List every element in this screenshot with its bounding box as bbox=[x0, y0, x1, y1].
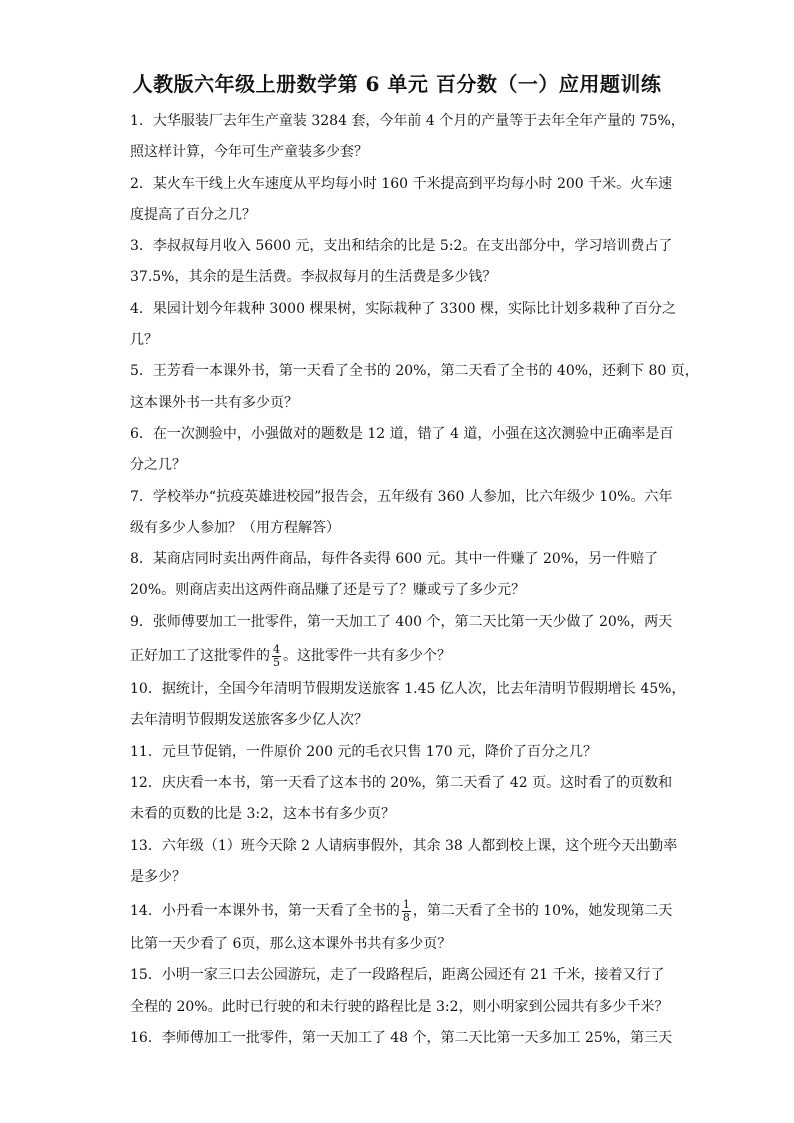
question-13 bbox=[130, 831, 678, 894]
question-line-with-fraction bbox=[130, 638, 666, 674]
question-line-with-fraction bbox=[130, 893, 673, 929]
question-line: 13．六年级（1）班今天除 2 人请病事假外，其余 38 人都到校上课，这个班今天出勤率 bbox=[130, 837, 678, 854]
fraction-text-before: 14．小丹看一本课外书，第一天看了全书的 bbox=[130, 903, 400, 920]
question-line: 1．大华服装厂去年生产童装 3284 套，今年前 4 个月的产量等于去年全年产量的 75%， bbox=[130, 113, 685, 129]
question-line: 10．据统计，全国今年清明节假期发送旅客 1.45 亿人次，比去年清明节假期增长 45%， bbox=[130, 681, 686, 698]
question-5 bbox=[130, 356, 699, 419]
question-line: 全程的 20%。此时已行驶的和未行驶的路程比是 3:2，则小明家到公园共有多少千米？ bbox=[130, 998, 669, 1015]
fraction bbox=[402, 899, 411, 924]
fraction-text-after: ，第二天看了全书的 10%，她发现第二天 bbox=[412, 903, 673, 920]
question-11 bbox=[130, 737, 666, 768]
question-line: 9．张师傅要加工一批零件，第一天加工了 400 个，第二天比第一天少做了 20%，两天 bbox=[130, 613, 673, 630]
question-line: 未看的页数的比是 3:2，这本书有多少页？ bbox=[130, 806, 395, 823]
question-8 bbox=[130, 544, 666, 607]
question-7 bbox=[130, 482, 673, 545]
question-15 bbox=[130, 960, 669, 1023]
question-1 bbox=[130, 106, 685, 169]
question-line: 比第一天少看了 6页，那么这本课外书共有多少页？ bbox=[130, 936, 452, 953]
question-16 bbox=[130, 1023, 673, 1054]
question-line: 20%。则商店卖出这两件商品赚了还是亏了？赚或亏了多少元？ bbox=[130, 582, 526, 599]
fraction-denominator: 8 bbox=[402, 910, 410, 924]
question-line: 37.5%，其余的是生活费。李叔叔每月的生活费是多少钱？ bbox=[130, 269, 497, 286]
question-line: 2．某火车干线上火车速度从平均每小时 160 千米提高到平均每小时 200 千米。火车速 bbox=[130, 175, 673, 192]
question-list bbox=[130, 106, 699, 1054]
question-line: 15．小明一家三口去公园游玩，走了一段路程后，距离公园还有 21 千米，接着又行了 bbox=[130, 967, 665, 984]
question-line: 4．果园计划今年栽种 3000 棵果树，实际栽种了 3300 棵，实际比计划多栽种了百分之 bbox=[130, 300, 676, 317]
question-2 bbox=[130, 169, 673, 232]
question-6 bbox=[130, 419, 674, 482]
fraction-text-after: 。这批零件一共有多少个？ bbox=[283, 648, 451, 665]
question-line: 级有多少人参加？（用方程解答） bbox=[130, 519, 340, 536]
question-line: 5．王芳看一本课外书，第一天看了全书的 20%，第二天看了全书的 40%，还剩下 80 页， bbox=[130, 363, 699, 380]
question-line: 照这样计算，今年可生产童装多少套？ bbox=[130, 144, 368, 161]
question-line: 16．李师傅加工一批零件，第一天加工了 48 个，第二天比第一天多加工 25%，第三天 bbox=[130, 1030, 673, 1047]
fraction-numerator: 4 bbox=[273, 642, 280, 656]
question-line: 度提高了百分之几？ bbox=[130, 206, 256, 223]
fraction-denominator: 5 bbox=[273, 655, 280, 669]
fraction-numerator: 1 bbox=[402, 897, 410, 911]
question-line: 6．在一次测验中，小强做对的题数是 12 道，错了 4 道，小强在这次测验中正确率是百 bbox=[130, 425, 674, 442]
fraction-text-before: 正好加工了这批零件的 bbox=[130, 648, 270, 665]
fraction bbox=[272, 644, 281, 669]
page-title: 人教版六年级上册数学第 6 单元 百分数（一）应用题训练 bbox=[132, 72, 662, 96]
question-line: 12．庆庆看一本书，第一天看了这本书的 20%，第二天看了 42 页。这时看了的页数和 bbox=[130, 774, 673, 791]
question-line: 分之几？ bbox=[130, 457, 186, 474]
question-line: 11．元旦节促销，一件原价 200 元的毛衣只售 170 元，降价了百分之几？ bbox=[130, 743, 598, 760]
question-line: 去年清明节假期发送旅客多少亿人次？ bbox=[130, 712, 368, 729]
question-line: 7．学校举办“抗疫英雄进校园”报告会，五年级有 360 人参加，比六年级少 10%。六年 bbox=[130, 488, 673, 505]
question-4 bbox=[130, 294, 676, 357]
question-line: 3．李叔叔每月收入 5600 元，支出和结余的比是 5:2。在支出部分中，学习培训费占了 bbox=[130, 238, 673, 255]
question-line: 8．某商店同时卖出两件商品，每件各卖得 600 元。其中一件赚了 20%，另一件赔了 bbox=[130, 551, 659, 568]
question-14 bbox=[130, 893, 673, 960]
question-line: 是多少？ bbox=[130, 868, 186, 885]
question-12 bbox=[130, 768, 673, 831]
question-line: 这本课外书一共有多少页？ bbox=[130, 394, 298, 411]
question-line: 几？ bbox=[130, 332, 158, 349]
question-3 bbox=[130, 231, 673, 294]
question-10 bbox=[130, 674, 686, 737]
question-9 bbox=[130, 607, 673, 674]
